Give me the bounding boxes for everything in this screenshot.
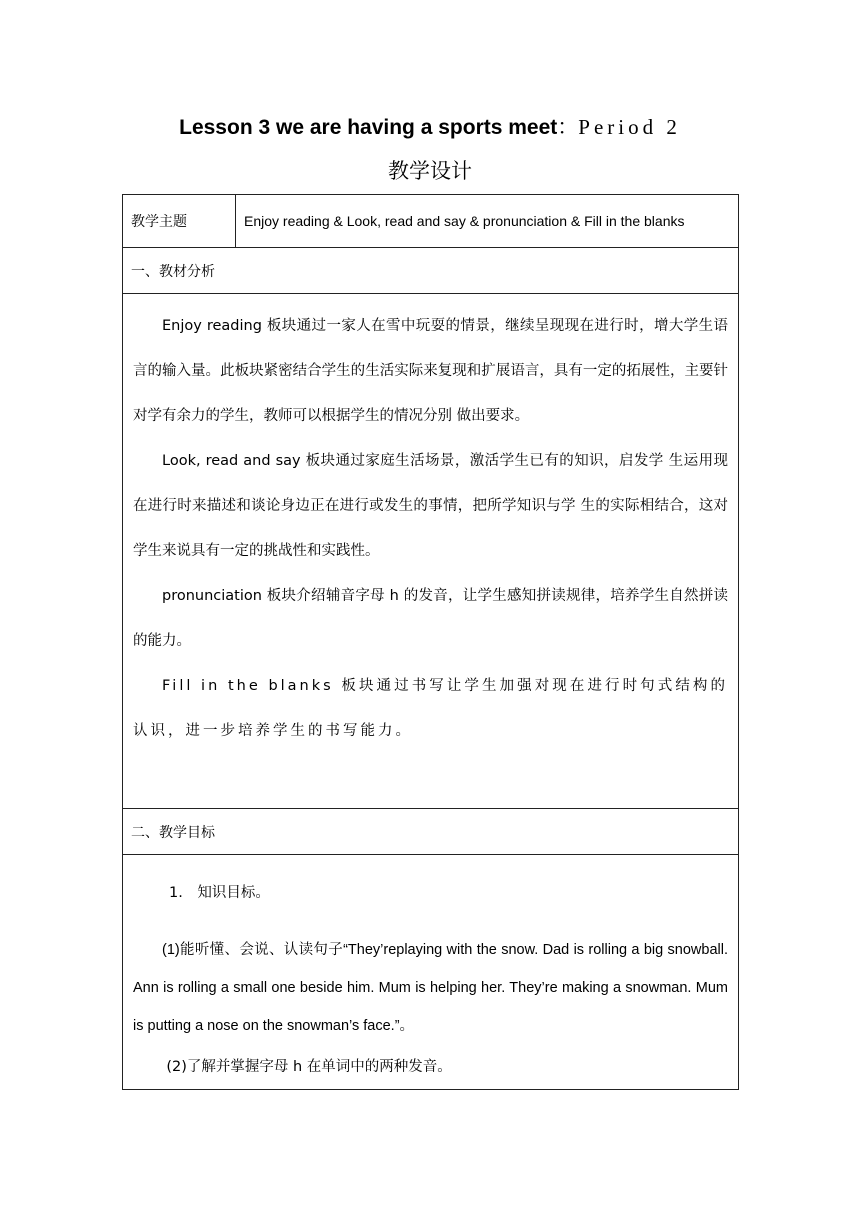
paragraph-enjoy-reading: Enjoy reading 板块通过一家人在雪中玩耍的情景，继续呈现现在进行时，增大学生语言的输入量。此板块紧密结合学生的生活实际来复现和扩展语言，具有一定的拓展性，主要针对学有余力的学生，教师可以根据学生的情况分别 做出要求。 [133, 318, 728, 424]
paragraph-fill-blanks: Fill in the blanks 板块通过书写让学生加强对现在进行时句式结构的认识，进一步培养学生的书写能力。 [133, 678, 728, 739]
title-separator: ： [557, 115, 579, 139]
document-subtitle: 教学设计 [388, 159, 472, 183]
goal-knowledge: 1. 知识目标。 [169, 885, 270, 901]
goal-letter-h: (2)了解并掌握字母 h 在单词中的两种发音。 [166, 1059, 452, 1075]
section2-heading-row [123, 809, 739, 855]
teaching-goals-body [123, 855, 739, 1090]
materials-analysis-body [123, 294, 739, 809]
goal-sentences: (1)能听懂、会说、认读句子“They’replaying with the snow. Dad is rolling a big snowball. Ann is rolling a small one beside him. Mum is helping her. They’re making a snowman. Mum is putting a nose on the snowman’s face.”。 [133, 942, 728, 1034]
section2-body-row [123, 855, 739, 1090]
section1-heading-row [123, 248, 739, 294]
section-heading-goals: 二、教学目标 [123, 809, 739, 855]
topic-row [123, 195, 739, 248]
section-heading-materials: 一、教材分析 [123, 248, 739, 294]
topic-label: 教学主题 [123, 195, 236, 248]
title-period: Period 2 [578, 115, 681, 139]
paragraph-look-read-say: Look, read and say 板块通过家庭生活场景，激活学生已有的知识，启发学 生运用现在进行时来描述和谈论身边正在进行或发生的事情，把所学知识与学 生的实际相结合，这对学生来说具有一定的挑战性和实践性。 [133, 453, 728, 559]
section1-body-row [123, 294, 739, 809]
topic-value: Enjoy reading & Look, read and say & pronunciation & Fill in the blanks [236, 195, 739, 248]
title-lesson: Lesson 3 we are having a sports meet [179, 116, 558, 139]
lesson-plan-table [122, 194, 739, 1090]
paragraph-pronunciation: pronunciation 板块介绍辅音字母 h 的发音，让学生感知拼读规律，培养学生自然拼读的能力。 [133, 588, 728, 649]
document-title [0, 112, 860, 143]
